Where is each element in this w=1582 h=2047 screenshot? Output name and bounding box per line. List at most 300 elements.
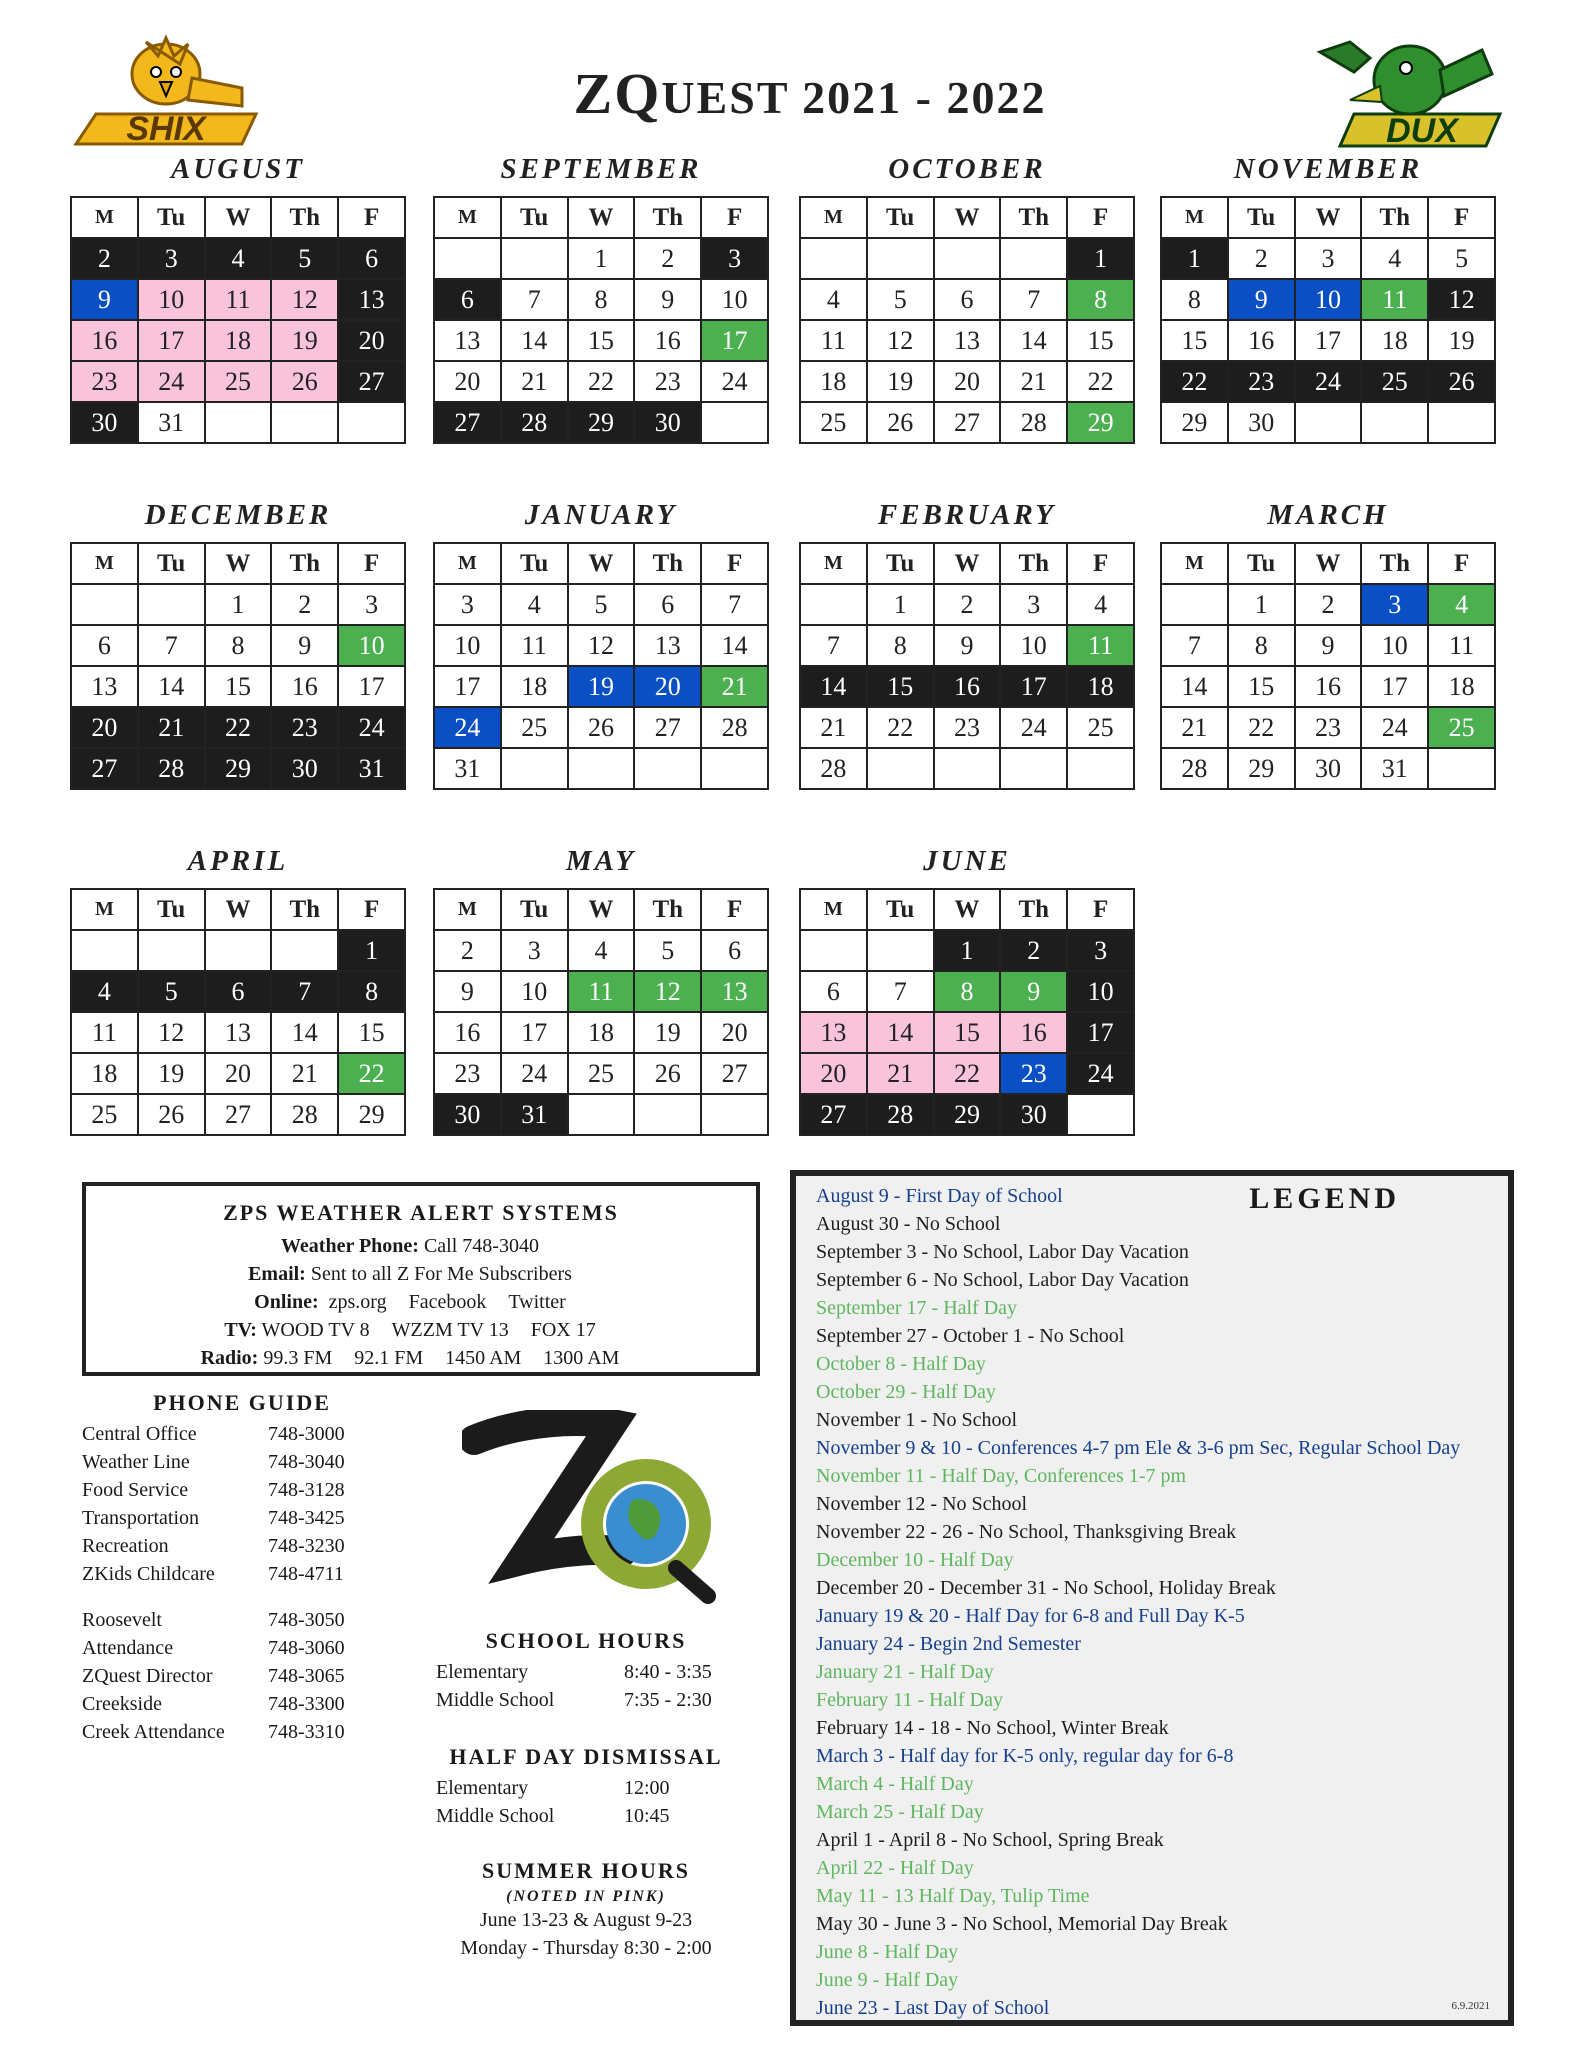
day-cell bbox=[501, 748, 568, 789]
week-row bbox=[434, 279, 768, 320]
month-table bbox=[799, 196, 1135, 444]
day-cell: 25 bbox=[1067, 707, 1134, 748]
day-cell: 24 bbox=[1067, 1053, 1134, 1094]
day-cell: 26 bbox=[568, 707, 635, 748]
day-cell: 13 bbox=[701, 971, 768, 1012]
day-cell: 9 bbox=[271, 625, 338, 666]
week-row bbox=[800, 402, 1134, 443]
weekday-header: M bbox=[1161, 543, 1228, 584]
week-row bbox=[434, 320, 768, 361]
weekday-header: Th bbox=[634, 889, 701, 930]
day-cell: 15 bbox=[934, 1012, 1001, 1053]
weekday-header: W bbox=[934, 543, 1001, 584]
day-cell: 17 bbox=[501, 1012, 568, 1053]
day-cell: 16 bbox=[934, 666, 1001, 707]
day-cell: 30 bbox=[434, 1094, 501, 1135]
weekday-header: Tu bbox=[138, 889, 205, 930]
hawk-mascot-icon bbox=[66, 34, 266, 154]
day-cell: 28 bbox=[501, 402, 568, 443]
week-row bbox=[800, 1012, 1134, 1053]
day-cell: 18 bbox=[1067, 666, 1134, 707]
legend-item: November 12 - No School bbox=[816, 1493, 1028, 1515]
weekday-header: Th bbox=[1000, 543, 1067, 584]
day-cell bbox=[138, 584, 205, 625]
day-cell: 16 bbox=[1000, 1012, 1067, 1053]
week-row bbox=[71, 402, 405, 443]
week-row bbox=[800, 748, 1134, 789]
week-row bbox=[434, 748, 768, 789]
day-cell: 28 bbox=[1161, 748, 1228, 789]
day-cell: 4 bbox=[205, 238, 272, 279]
day-cell: 18 bbox=[568, 1012, 635, 1053]
day-cell: 2 bbox=[1295, 584, 1362, 625]
day-cell bbox=[867, 238, 934, 279]
day-cell: 5 bbox=[271, 238, 338, 279]
month-table bbox=[70, 888, 406, 1136]
weekday-header: M bbox=[1161, 197, 1228, 238]
day-cell: 14 bbox=[138, 666, 205, 707]
day-cell bbox=[71, 930, 138, 971]
day-cell: 22 bbox=[1067, 361, 1134, 402]
phone-name: Creekside bbox=[82, 1693, 162, 1715]
day-cell: 21 bbox=[1161, 707, 1228, 748]
month-name: FEBRUARY bbox=[877, 499, 1057, 531]
day-cell: 2 bbox=[634, 238, 701, 279]
day-cell bbox=[934, 748, 1001, 789]
day-cell bbox=[568, 748, 635, 789]
day-cell: 13 bbox=[205, 1012, 272, 1053]
day-cell: 15 bbox=[867, 666, 934, 707]
phone-row bbox=[82, 1504, 402, 1532]
day-cell bbox=[271, 402, 338, 443]
day-cell: 31 bbox=[1361, 748, 1428, 789]
week-row bbox=[71, 238, 405, 279]
day-cell bbox=[1428, 402, 1495, 443]
month-september bbox=[433, 150, 769, 444]
weekday-header: F bbox=[338, 889, 405, 930]
day-cell: 27 bbox=[205, 1094, 272, 1135]
day-cell: 30 bbox=[1000, 1094, 1067, 1135]
legend-item: December 20 - December 31 - No School, Holiday Break bbox=[816, 1577, 1276, 1599]
dux-logo bbox=[1310, 30, 1510, 150]
day-cell: 11 bbox=[205, 279, 272, 320]
day-cell: 24 bbox=[1295, 361, 1362, 402]
day-cell bbox=[71, 584, 138, 625]
day-cell: 23 bbox=[1295, 707, 1362, 748]
day-cell: 27 bbox=[701, 1053, 768, 1094]
week-row bbox=[1161, 238, 1495, 279]
day-cell bbox=[568, 1094, 635, 1135]
legend-item: December 10 - Half Day bbox=[816, 1549, 1014, 1571]
day-cell: 20 bbox=[71, 707, 138, 748]
month-november bbox=[1160, 150, 1496, 444]
day-cell: 23 bbox=[271, 707, 338, 748]
day-cell: 4 bbox=[1361, 238, 1428, 279]
weekday-header: Tu bbox=[501, 889, 568, 930]
legend-item: January 19 & 20 - Half Day for 6-8 and Full Day K-5 bbox=[816, 1605, 1245, 1627]
week-row bbox=[71, 930, 405, 971]
legend-item: November 11 - Half Day, Conferences 1-7 pm bbox=[816, 1465, 1187, 1487]
week-row bbox=[800, 1053, 1134, 1094]
day-cell: 24 bbox=[138, 361, 205, 402]
weekday-header: Th bbox=[271, 889, 338, 930]
day-cell: 10 bbox=[1067, 971, 1134, 1012]
week-row bbox=[434, 584, 768, 625]
day-cell: 17 bbox=[338, 666, 405, 707]
week-row bbox=[800, 584, 1134, 625]
day-cell: 23 bbox=[71, 361, 138, 402]
day-cell: 10 bbox=[1361, 625, 1428, 666]
day-cell: 17 bbox=[1295, 320, 1362, 361]
zq-logo bbox=[462, 1410, 732, 1614]
weekday-header: Th bbox=[271, 543, 338, 584]
weekday-header: Th bbox=[634, 197, 701, 238]
week-row bbox=[71, 1053, 405, 1094]
page-title: ZQUEST 2021 - 2022 bbox=[573, 61, 1047, 126]
week-row bbox=[800, 279, 1134, 320]
day-cell: 13 bbox=[338, 279, 405, 320]
weekday-header: W bbox=[568, 197, 635, 238]
day-cell: 11 bbox=[800, 320, 867, 361]
weather-alert-box bbox=[82, 1182, 760, 1376]
day-cell: 5 bbox=[1428, 238, 1495, 279]
day-cell: 18 bbox=[1361, 320, 1428, 361]
weekday-header: Th bbox=[634, 543, 701, 584]
day-cell: 10 bbox=[1295, 279, 1362, 320]
week-row bbox=[434, 1053, 768, 1094]
week-row bbox=[434, 1094, 768, 1135]
weekday-header: Tu bbox=[501, 543, 568, 584]
month-name: AUGUST bbox=[170, 153, 305, 185]
day-cell: 29 bbox=[1067, 402, 1134, 443]
phone-row bbox=[82, 1448, 402, 1476]
day-cell: 25 bbox=[568, 1053, 635, 1094]
day-cell: 24 bbox=[1361, 707, 1428, 748]
month-name: MAY bbox=[565, 845, 637, 877]
day-cell: 27 bbox=[934, 402, 1001, 443]
day-cell: 29 bbox=[338, 1094, 405, 1135]
day-cell: 27 bbox=[634, 707, 701, 748]
day-cell: 30 bbox=[1228, 402, 1295, 443]
week-row bbox=[71, 584, 405, 625]
day-cell: 20 bbox=[701, 1012, 768, 1053]
weekday-header: W bbox=[1295, 197, 1362, 238]
month-name: JANUARY bbox=[524, 499, 678, 531]
day-cell: 9 bbox=[634, 279, 701, 320]
legend-item: September 6 - No School, Labor Day Vacation bbox=[816, 1269, 1189, 1291]
svg-text:SHIX: SHIX bbox=[126, 110, 206, 148]
week-row bbox=[800, 707, 1134, 748]
day-cell: 24 bbox=[501, 1053, 568, 1094]
online-line: Online: zps.org Facebook Twitter bbox=[254, 1291, 566, 1313]
week-row bbox=[1161, 625, 1495, 666]
day-cell: 29 bbox=[1161, 402, 1228, 443]
day-cell: 11 bbox=[501, 625, 568, 666]
day-cell: 19 bbox=[568, 666, 635, 707]
month-name: APRIL bbox=[187, 845, 289, 877]
phone-number: 748-4711 bbox=[268, 1563, 344, 1585]
day-cell: 20 bbox=[434, 361, 501, 402]
day-cell: 2 bbox=[1228, 238, 1295, 279]
weekday-header: Tu bbox=[867, 889, 934, 930]
legend-item: June 8 - Half Day bbox=[816, 1941, 959, 1963]
phone-number: 748-3128 bbox=[268, 1479, 345, 1501]
day-cell: 12 bbox=[867, 320, 934, 361]
revision-date: 6.9.2021 bbox=[1451, 2000, 1490, 2012]
day-cell: 24 bbox=[701, 361, 768, 402]
month-name: NOVEMBER bbox=[1233, 153, 1423, 185]
month-april bbox=[70, 842, 406, 1136]
week-row bbox=[434, 971, 768, 1012]
weekday-header: M bbox=[71, 197, 138, 238]
day-cell: 3 bbox=[434, 584, 501, 625]
phone-row bbox=[82, 1420, 402, 1448]
day-cell bbox=[800, 238, 867, 279]
day-cell: 7 bbox=[1161, 625, 1228, 666]
week-row bbox=[1161, 707, 1495, 748]
day-cell: 13 bbox=[634, 625, 701, 666]
weekday-header: F bbox=[1067, 889, 1134, 930]
day-cell: 30 bbox=[271, 748, 338, 789]
radio-line: Radio: 99.3 FM 92.1 FM 1450 AM 1300 AM bbox=[200, 1347, 620, 1369]
day-cell: 20 bbox=[205, 1053, 272, 1094]
zq-globe-icon bbox=[462, 1410, 732, 1610]
day-cell: 21 bbox=[701, 666, 768, 707]
day-cell: 28 bbox=[800, 748, 867, 789]
day-cell: 11 bbox=[568, 971, 635, 1012]
day-cell: 25 bbox=[71, 1094, 138, 1135]
day-cell bbox=[1161, 584, 1228, 625]
weekday-header: Th bbox=[1361, 197, 1428, 238]
day-cell: 21 bbox=[271, 1053, 338, 1094]
week-row bbox=[1161, 279, 1495, 320]
month-table bbox=[433, 542, 769, 790]
legend-item: October 8 - Half Day bbox=[816, 1353, 986, 1375]
phone-name: Weather Line bbox=[82, 1451, 190, 1473]
month-table bbox=[1160, 196, 1496, 444]
day-cell: 14 bbox=[701, 625, 768, 666]
svg-text:DUX: DUX bbox=[1386, 112, 1458, 150]
day-cell: 5 bbox=[867, 279, 934, 320]
legend-item: March 4 - Half Day bbox=[816, 1773, 974, 1795]
day-cell: 12 bbox=[1428, 279, 1495, 320]
week-row bbox=[1161, 584, 1495, 625]
week-row bbox=[800, 361, 1134, 402]
day-cell: 9 bbox=[434, 971, 501, 1012]
day-cell: 9 bbox=[1295, 625, 1362, 666]
day-cell: 25 bbox=[501, 707, 568, 748]
day-cell: 6 bbox=[701, 930, 768, 971]
day-cell: 10 bbox=[138, 279, 205, 320]
day-cell: 27 bbox=[71, 748, 138, 789]
day-cell: 29 bbox=[1228, 748, 1295, 789]
weekday-header: W bbox=[205, 543, 272, 584]
day-cell: 23 bbox=[1228, 361, 1295, 402]
legend-item: January 21 - Half Day bbox=[816, 1661, 994, 1683]
day-cell: 2 bbox=[1000, 930, 1067, 971]
month-table bbox=[1160, 542, 1496, 790]
day-cell: 17 bbox=[1361, 666, 1428, 707]
phone-name: Food Service bbox=[82, 1479, 189, 1501]
legend-item: January 24 - Begin 2nd Semester bbox=[816, 1633, 1081, 1655]
day-cell: 11 bbox=[1361, 279, 1428, 320]
weekday-header: Tu bbox=[867, 197, 934, 238]
day-cell: 13 bbox=[800, 1012, 867, 1053]
month-name: DECEMBER bbox=[144, 499, 332, 531]
phone-row bbox=[82, 1690, 402, 1718]
day-cell: 9 bbox=[1228, 279, 1295, 320]
day-cell: 25 bbox=[205, 361, 272, 402]
month-february bbox=[799, 496, 1135, 790]
day-cell: 3 bbox=[701, 238, 768, 279]
day-cell: 21 bbox=[501, 361, 568, 402]
week-row bbox=[434, 625, 768, 666]
month-name: OCTOBER bbox=[888, 153, 1046, 185]
legend-item: June 9 - Half Day bbox=[816, 1969, 959, 1991]
summer-hours: SUMMER HOURS (NOTED IN PINK) June 13-23 & August 9-23 Monday - Thursday 8:30 - 2:00 bbox=[436, 1858, 736, 1962]
week-row bbox=[434, 402, 768, 443]
phone-row bbox=[82, 1532, 402, 1560]
day-cell: 2 bbox=[271, 584, 338, 625]
day-cell bbox=[205, 930, 272, 971]
weather-phone-line: Weather Phone: Call 748-3040 bbox=[281, 1235, 539, 1257]
day-cell: 8 bbox=[934, 971, 1001, 1012]
day-cell: 12 bbox=[271, 279, 338, 320]
legend-item: November 22 - 26 - No School, Thanksgiving Break bbox=[816, 1521, 1237, 1543]
week-row bbox=[71, 971, 405, 1012]
day-cell: 14 bbox=[800, 666, 867, 707]
day-cell: 18 bbox=[71, 1053, 138, 1094]
day-cell: 17 bbox=[701, 320, 768, 361]
day-cell: 25 bbox=[1428, 707, 1495, 748]
day-cell: 10 bbox=[501, 971, 568, 1012]
month-name: MARCH bbox=[1267, 499, 1389, 531]
day-cell: 10 bbox=[701, 279, 768, 320]
week-row bbox=[71, 666, 405, 707]
phone-row bbox=[82, 1662, 402, 1690]
legend-item: August 9 - First Day of School bbox=[816, 1185, 1063, 1207]
day-cell: 5 bbox=[568, 584, 635, 625]
week-row bbox=[71, 707, 405, 748]
weekday-header: F bbox=[338, 543, 405, 584]
week-row bbox=[434, 707, 768, 748]
phone-number: 748-3000 bbox=[268, 1423, 345, 1445]
day-cell: 22 bbox=[205, 707, 272, 748]
summer-hours-note: (NOTED IN PINK) bbox=[506, 1888, 666, 1905]
day-cell: 2 bbox=[434, 930, 501, 971]
day-cell: 14 bbox=[1161, 666, 1228, 707]
day-cell bbox=[205, 402, 272, 443]
day-cell: 26 bbox=[271, 361, 338, 402]
weekday-header: W bbox=[934, 889, 1001, 930]
day-cell: 26 bbox=[867, 402, 934, 443]
day-cell: 31 bbox=[138, 402, 205, 443]
day-cell: 1 bbox=[205, 584, 272, 625]
day-cell bbox=[1000, 238, 1067, 279]
day-cell: 7 bbox=[1000, 279, 1067, 320]
day-cell: 11 bbox=[1428, 625, 1495, 666]
legend-item: August 30 - No School bbox=[816, 1213, 1001, 1235]
day-cell: 19 bbox=[867, 361, 934, 402]
day-cell: 28 bbox=[1000, 402, 1067, 443]
day-cell: 22 bbox=[867, 707, 934, 748]
weekday-header: Th bbox=[1000, 889, 1067, 930]
legend-item: October 29 - Half Day bbox=[816, 1381, 996, 1403]
day-cell: 3 bbox=[1361, 584, 1428, 625]
day-cell: 17 bbox=[1000, 666, 1067, 707]
shix-logo bbox=[66, 34, 266, 154]
day-cell: 30 bbox=[71, 402, 138, 443]
day-cell: 8 bbox=[867, 625, 934, 666]
phone-row bbox=[82, 1634, 402, 1662]
day-cell: 6 bbox=[205, 971, 272, 1012]
week-row bbox=[800, 625, 1134, 666]
weekday-header: F bbox=[701, 889, 768, 930]
day-cell: 31 bbox=[338, 748, 405, 789]
day-cell: 16 bbox=[71, 320, 138, 361]
week-row bbox=[800, 320, 1134, 361]
month-march bbox=[1160, 496, 1496, 790]
week-row bbox=[434, 1012, 768, 1053]
month-october bbox=[799, 150, 1135, 444]
day-cell: 29 bbox=[205, 748, 272, 789]
day-cell: 19 bbox=[271, 320, 338, 361]
day-cell: 13 bbox=[71, 666, 138, 707]
month-may bbox=[433, 842, 769, 1136]
phone-guide-title: PHONE GUIDE bbox=[153, 1390, 331, 1415]
day-cell: 11 bbox=[71, 1012, 138, 1053]
phone-name: Creek Attendance bbox=[82, 1721, 225, 1743]
day-cell: 4 bbox=[568, 930, 635, 971]
weekday-header: Th bbox=[1000, 197, 1067, 238]
weekday-header: M bbox=[800, 197, 867, 238]
day-cell: 1 bbox=[1067, 238, 1134, 279]
day-cell: 6 bbox=[338, 238, 405, 279]
day-cell: 6 bbox=[71, 625, 138, 666]
day-cell: 14 bbox=[867, 1012, 934, 1053]
weekday-header: Tu bbox=[138, 543, 205, 584]
phone-number: 748-3425 bbox=[268, 1507, 345, 1529]
day-cell bbox=[1428, 748, 1495, 789]
month-table bbox=[70, 196, 406, 444]
legend-box bbox=[790, 1170, 1514, 2026]
weekday-header: Tu bbox=[501, 197, 568, 238]
day-cell: 31 bbox=[501, 1094, 568, 1135]
day-cell: 29 bbox=[934, 1094, 1001, 1135]
weekday-header: F bbox=[1067, 197, 1134, 238]
phone-row bbox=[82, 1560, 402, 1588]
day-cell: 15 bbox=[338, 1012, 405, 1053]
day-cell: 26 bbox=[634, 1053, 701, 1094]
day-cell: 16 bbox=[634, 320, 701, 361]
hours-row: Elementary 8:40 - 3:35 bbox=[436, 1661, 712, 1683]
day-cell: 4 bbox=[1428, 584, 1495, 625]
phone-row bbox=[82, 1476, 402, 1504]
month-august bbox=[70, 150, 406, 444]
day-cell: 3 bbox=[1295, 238, 1362, 279]
legend-item: March 3 - Half day for K-5 only, regular day for 6-8 bbox=[816, 1745, 1234, 1767]
day-cell: 18 bbox=[800, 361, 867, 402]
day-cell: 28 bbox=[867, 1094, 934, 1135]
day-cell: 22 bbox=[934, 1053, 1001, 1094]
weekday-header: M bbox=[434, 543, 501, 584]
weekday-header: W bbox=[205, 197, 272, 238]
day-cell: 24 bbox=[338, 707, 405, 748]
day-cell: 21 bbox=[138, 707, 205, 748]
day-cell: 3 bbox=[1000, 584, 1067, 625]
weekday-header: F bbox=[701, 197, 768, 238]
weekday-header: Th bbox=[271, 197, 338, 238]
